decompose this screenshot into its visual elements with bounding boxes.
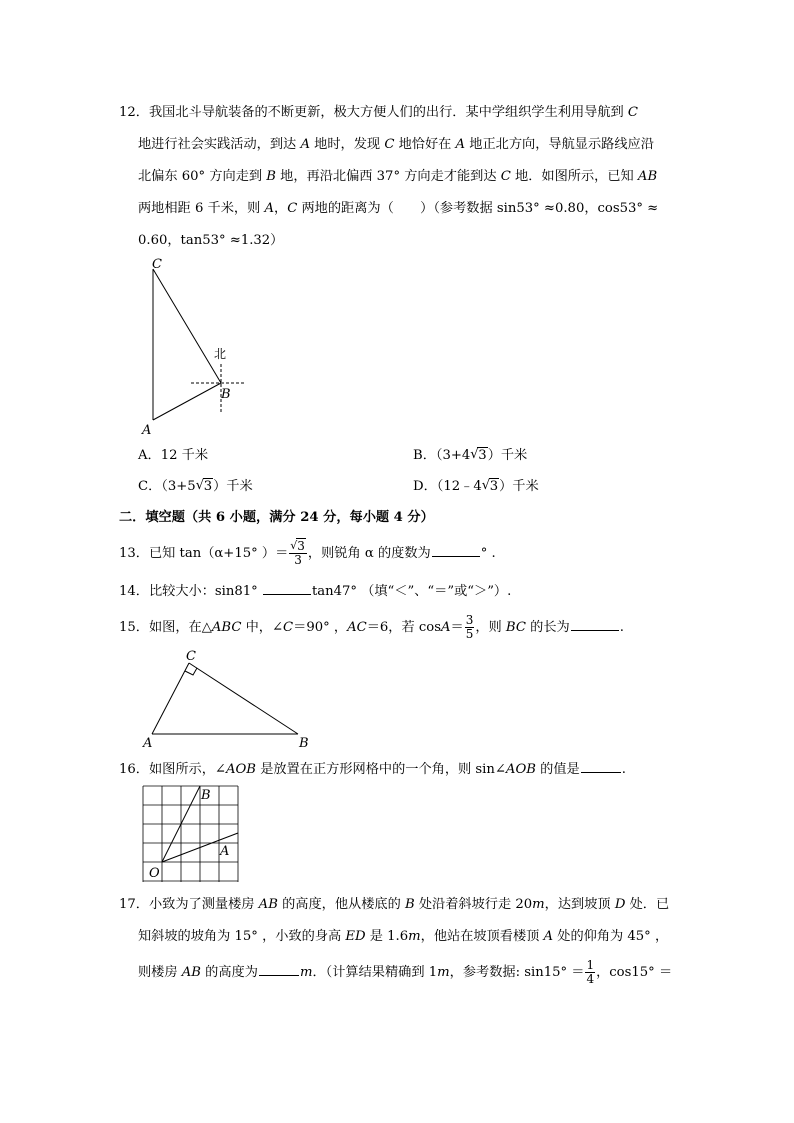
numerator: 1 xyxy=(586,958,595,972)
segment-cb xyxy=(153,269,221,383)
text: . xyxy=(619,620,624,635)
q14-line xyxy=(119,580,511,602)
q15-figure xyxy=(138,646,318,750)
text: D．（12﹣4 xyxy=(413,479,482,494)
text: ＝90° ， xyxy=(293,620,348,635)
label-a: A xyxy=(220,844,230,859)
sqrt: √ 3 xyxy=(470,447,487,463)
sqrt: √ 3 xyxy=(195,478,213,494)
text: 地，再沿北偏西 37° 方向走才能到达 xyxy=(275,169,501,184)
answer-blank[interactable] xyxy=(432,542,480,557)
text: 处的仰角为 45° ， xyxy=(553,929,669,944)
text: 15．如图，在△ xyxy=(119,620,212,635)
denominator: 4 xyxy=(586,972,595,986)
var: C xyxy=(283,620,294,635)
var: AOB xyxy=(225,762,256,777)
var: C xyxy=(627,105,639,120)
label-b: B xyxy=(221,387,231,402)
var: C xyxy=(384,137,395,152)
text: 处．已 xyxy=(625,897,670,912)
text: 则楼房 xyxy=(138,965,182,980)
text: 处沿着斜坡行走 20 xyxy=(414,897,533,912)
var: m xyxy=(299,965,313,980)
segment-cb xyxy=(189,663,298,734)
fraction: √ 3 3 xyxy=(290,539,305,567)
radicand: 3 xyxy=(489,479,499,494)
text: 13．已知 tan（α+15° ）＝ xyxy=(119,546,289,561)
text: A．12 千米 xyxy=(138,448,209,463)
label-c: C xyxy=(186,649,196,664)
text: C．（3+5 xyxy=(138,479,196,494)
text: 我国北斗导航装备的不断更新，极大方便人们的出行．某中学组织学生利用导航到 xyxy=(148,105,628,120)
var: B xyxy=(266,169,276,184)
label-north: 北 xyxy=(214,347,227,361)
text: ＝6，若 cos xyxy=(366,620,441,635)
question-number: 12． xyxy=(119,105,149,120)
text: 16．如图所示，∠ xyxy=(119,762,226,777)
text: 的高度为 xyxy=(200,965,258,980)
label-b: B xyxy=(299,736,309,750)
text: ° . xyxy=(480,546,496,561)
q17-line-1 xyxy=(119,895,669,915)
q12-line-4 xyxy=(138,199,658,219)
var: C xyxy=(500,169,511,184)
label-a: A xyxy=(142,423,152,438)
text: 北偏东 60° 方向走到 xyxy=(138,169,267,184)
q13-line xyxy=(119,540,496,567)
text: 17．小致为了测量楼房 xyxy=(119,897,259,912)
var: ED xyxy=(345,929,366,944)
var: m xyxy=(408,929,421,944)
answer-blank[interactable] xyxy=(259,961,299,976)
text: 地正北方向，导航显示路线应沿 xyxy=(465,137,654,152)
text: ，则锐角 α 的度数为 xyxy=(307,546,431,561)
q12-line-3 xyxy=(138,167,657,187)
option-b xyxy=(413,446,527,466)
text: 知斜坡的坡角为 15° ，小致的身高 xyxy=(138,929,346,944)
section-heading xyxy=(119,508,434,528)
fraction xyxy=(585,959,595,986)
var: B xyxy=(404,897,415,912)
var: A xyxy=(300,137,310,152)
option-d xyxy=(413,477,539,497)
var: BC xyxy=(505,620,526,635)
text: 的高度，他从楼底的 xyxy=(277,897,405,912)
option-c xyxy=(138,477,253,497)
option-a xyxy=(138,446,208,466)
label-o: O xyxy=(149,866,160,881)
q16-line xyxy=(119,758,626,780)
q12-line-1 xyxy=(119,103,638,123)
text: ， xyxy=(274,201,288,216)
q16-grid-figure xyxy=(138,783,244,883)
right-angle-mark xyxy=(185,668,197,675)
text: 的长为 xyxy=(525,620,570,635)
text: 的值是 xyxy=(535,762,580,777)
var: A xyxy=(455,137,466,152)
text: 0.60，tan53° ≈1.32） xyxy=(138,233,284,248)
text: ．（计算结果精确到 1 xyxy=(312,965,438,980)
answer-blank[interactable] xyxy=(581,758,621,773)
q17-line-3 xyxy=(138,959,672,986)
var: D xyxy=(614,897,626,912)
answer-blank[interactable] xyxy=(571,616,619,631)
var: A xyxy=(440,620,451,635)
sqrt: √ 3 xyxy=(481,478,499,494)
var: AOB xyxy=(505,762,536,777)
q15-line xyxy=(119,614,624,641)
text: 二．填空题（共 6 小题，满分 24 分，每小题 4 分） xyxy=(119,510,434,525)
text: ）千米 xyxy=(213,479,253,494)
var: A xyxy=(543,929,554,944)
q12-figure xyxy=(138,252,258,442)
text: ，cos15° ＝ xyxy=(596,965,673,980)
text: ＝ xyxy=(450,620,464,635)
var: m xyxy=(437,965,450,980)
q17-line-2 xyxy=(138,927,668,947)
var: AB xyxy=(181,965,201,980)
segment-ac xyxy=(152,663,189,734)
numerator: 3 xyxy=(465,613,474,627)
var: m xyxy=(532,897,545,912)
text: tan47° （填“＜”、“＝”或“＞”）. xyxy=(311,584,512,599)
text: 地恰好在 xyxy=(394,137,456,152)
text: ，参考数据: sin15° ＝ xyxy=(449,965,585,980)
text: ，则 xyxy=(475,620,506,635)
text: B．（3+4 xyxy=(413,448,471,463)
text: ，他站在坡顶看楼顶 xyxy=(420,929,544,944)
radicand: 3 xyxy=(478,448,487,463)
var: ABC xyxy=(211,620,242,635)
text: 地时，发现 xyxy=(309,137,385,152)
text: . xyxy=(621,762,626,777)
var: AB xyxy=(637,169,658,184)
answer-blank[interactable] xyxy=(263,580,311,595)
text: 地．如图所示，已知 xyxy=(510,169,638,184)
label-b: B xyxy=(201,788,211,803)
text: 是放置在正方形网格中的一个角，则 sin∠ xyxy=(256,762,506,777)
text: ）千米 xyxy=(487,448,528,463)
radicand: 3 xyxy=(203,479,213,494)
fraction xyxy=(465,614,475,641)
label-c: C xyxy=(152,257,162,272)
label-a: A xyxy=(143,736,153,750)
var: A xyxy=(264,201,274,216)
denominator: 5 xyxy=(465,627,474,641)
text: 中，∠ xyxy=(241,620,284,635)
text: ，达到坡顶 xyxy=(544,897,615,912)
segment-ab xyxy=(153,383,221,420)
var: AB xyxy=(258,897,278,912)
text: 14．比较大小：sin81° xyxy=(119,584,262,599)
q12-line-5 xyxy=(138,231,283,251)
denominator: 3 xyxy=(294,553,302,567)
text: 地进行社会实践活动，到达 xyxy=(138,137,301,152)
text: 两地相距 6 千米，则 xyxy=(138,201,265,216)
text: ）千米 xyxy=(499,479,539,494)
q12-line-2 xyxy=(138,135,654,155)
text: 两地的距离为（ ）（参考数据 sin53° ≈0.80，cos53° ≈ xyxy=(297,201,659,216)
text: 是 1.6 xyxy=(365,929,409,944)
numerator: 3 xyxy=(297,539,305,553)
var: AC xyxy=(347,620,367,635)
var: C xyxy=(287,201,298,216)
